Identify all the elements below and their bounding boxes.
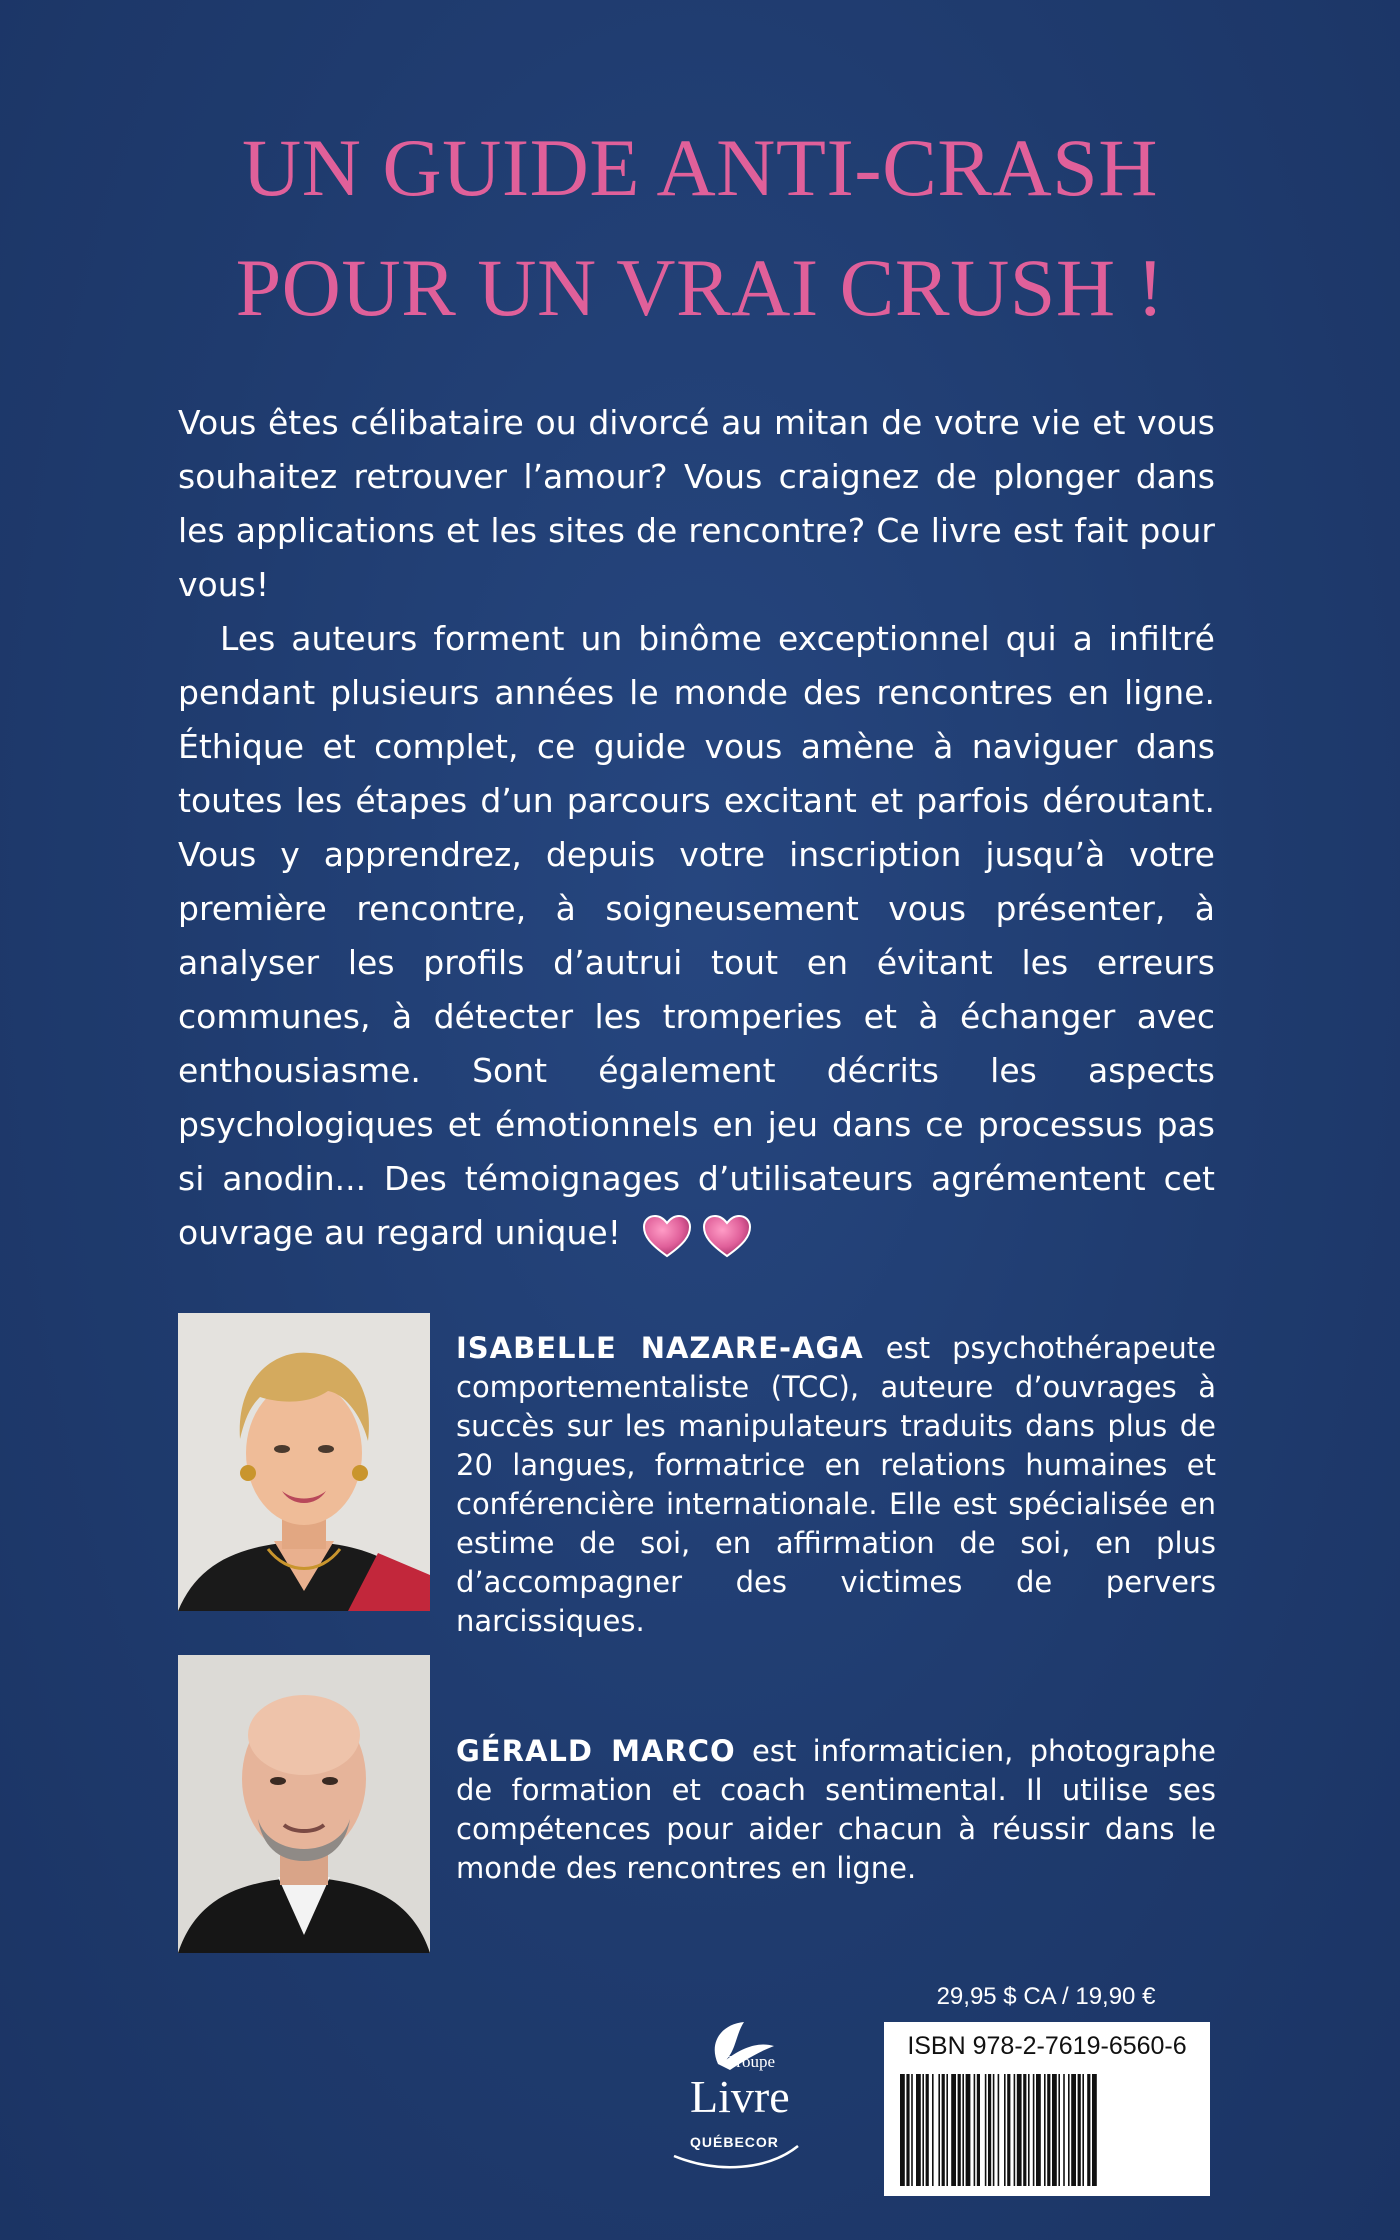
barcode-bar (938, 2074, 940, 2186)
barcode-bar (1063, 2074, 1065, 2186)
barcode-bar (977, 2074, 980, 2186)
barcode-bar (1071, 2074, 1076, 2186)
barcode-bar (926, 2074, 929, 2186)
barcode-bar (900, 2074, 905, 2186)
barcode-bar (958, 2074, 961, 2186)
barcode-bar (1052, 2074, 1057, 2186)
barcode-bar (988, 2074, 991, 2186)
blurb (178, 396, 1215, 1260)
publisher-livre: Livre (690, 2071, 790, 2122)
barcode-bar (1044, 2074, 1046, 2186)
blurb-paragraph-2: Les auteurs forment un binôme exceptionnel qui a infiltré pendant plusieurs années le monde des rencontres en ligne. Éthique et complet, ce guide vous amène à naviguer dans toutes les étapes d’un parcours excitant et parfois déroutant. Vous y apprendrez, depuis votre inscription jusqu’à votre première rencontre, à soigneusement vous présenter, à analyser les profils d’autrui tout en évitant les erreurs communes, à détecter les tromperies et à échanger avec enthousiasme. Sont également décrits les aspects psychologiques et émotionnels en jeu dans ce processus pas si anodin... Des témoignages d’utilisateurs agrémentent cet ouvrage au regard unique! (178, 619, 1215, 1252)
barcode-bar (1068, 2074, 1070, 2186)
barcode-bar (974, 2074, 976, 2186)
hearts-ornament (640, 1212, 760, 1262)
author-photo-gerald (178, 1655, 430, 1953)
headline-line-2: POUR UN VRAI CRUSH ! (235, 242, 1165, 333)
barcode-bar (942, 2074, 945, 2186)
barcode (898, 2074, 1196, 2186)
barcode-bar (1047, 2074, 1050, 2186)
publisher-logo (648, 2016, 818, 2186)
barcode-bar (962, 2074, 964, 2186)
barcode-bar (1007, 2074, 1010, 2186)
publisher-group: Groupe (724, 2052, 775, 2071)
barcode-bar (998, 2074, 1000, 2186)
barcode-bar (1017, 2074, 1022, 2186)
blurb-paragraph-1: Vous êtes célibataire ou divorcé au mitan de votre vie et vous souhaitez retrouver l’amour? Vous craignez de plonger dans les applications et les sites de rencontre? Ce livre est fait pour vous! (178, 403, 1215, 604)
author-photo-isabelle (178, 1313, 430, 1611)
barcode-bar (946, 2074, 948, 2186)
headline (0, 108, 1400, 348)
author-bio-text: est informaticien, photographe de formation et coach sentimental. Il utilise ses compétences pour aider chacun à réussir dans le monde des rencontres en ligne. (456, 1734, 1217, 1885)
headline-line-1: UN GUIDE ANTI-CRASH (241, 122, 1159, 213)
barcode-bar (1028, 2074, 1030, 2186)
barcode-bar (932, 2074, 934, 2186)
barcode-bar (951, 2074, 956, 2186)
heart-icon (644, 1216, 690, 1256)
barcode-box (884, 2022, 1210, 2196)
price: 29,95 $ CA / 19,90 € (936, 1983, 1156, 2010)
barcode-bar (993, 2074, 995, 2186)
barcode-bar (1087, 2074, 1090, 2186)
author-name: ISABELLE NAZARE-AGA (456, 1331, 864, 1365)
barcode-bar (1036, 2074, 1041, 2186)
barcode-bar (1082, 2074, 1084, 2186)
heart-icon (704, 1216, 750, 1256)
barcode-bar (906, 2074, 909, 2186)
barcode-bar (1014, 2074, 1016, 2186)
barcode-bar (1023, 2074, 1026, 2186)
publisher-quebecor: QUÉBECOR (690, 2134, 779, 2150)
barcode-bar (911, 2074, 913, 2186)
barcode-bar (985, 2074, 987, 2186)
barcode-bar (916, 2074, 921, 2186)
barcode-bar (1004, 2074, 1006, 2186)
author-bio-isabelle (456, 1329, 1216, 1641)
isbn: ISBN 978-2-7619-6560-6 (907, 2032, 1187, 2060)
barcode-bar (1092, 2074, 1097, 2186)
author-bio-gerald (456, 1732, 1216, 1888)
barcode-bar (922, 2074, 924, 2186)
barcode-bar (1033, 2074, 1035, 2186)
author-bio-text: est psychothérapeute comportementaliste (TCC), auteure d’ouvrages à succès sur les manipulateurs traduits dans plus de 20 langues, formatrice en relations humaines et conférencière internationale. Elle est spécialisée en estime de soi, en affirmation de soi, en plus d’accompagner des victimes de pervers narcissiques. (456, 1331, 1217, 1638)
barcode-bar (966, 2074, 971, 2186)
barcode-bar (1058, 2074, 1060, 2186)
barcode-bar (1078, 2074, 1081, 2186)
author-name: GÉRALD MARCO (456, 1734, 736, 1768)
